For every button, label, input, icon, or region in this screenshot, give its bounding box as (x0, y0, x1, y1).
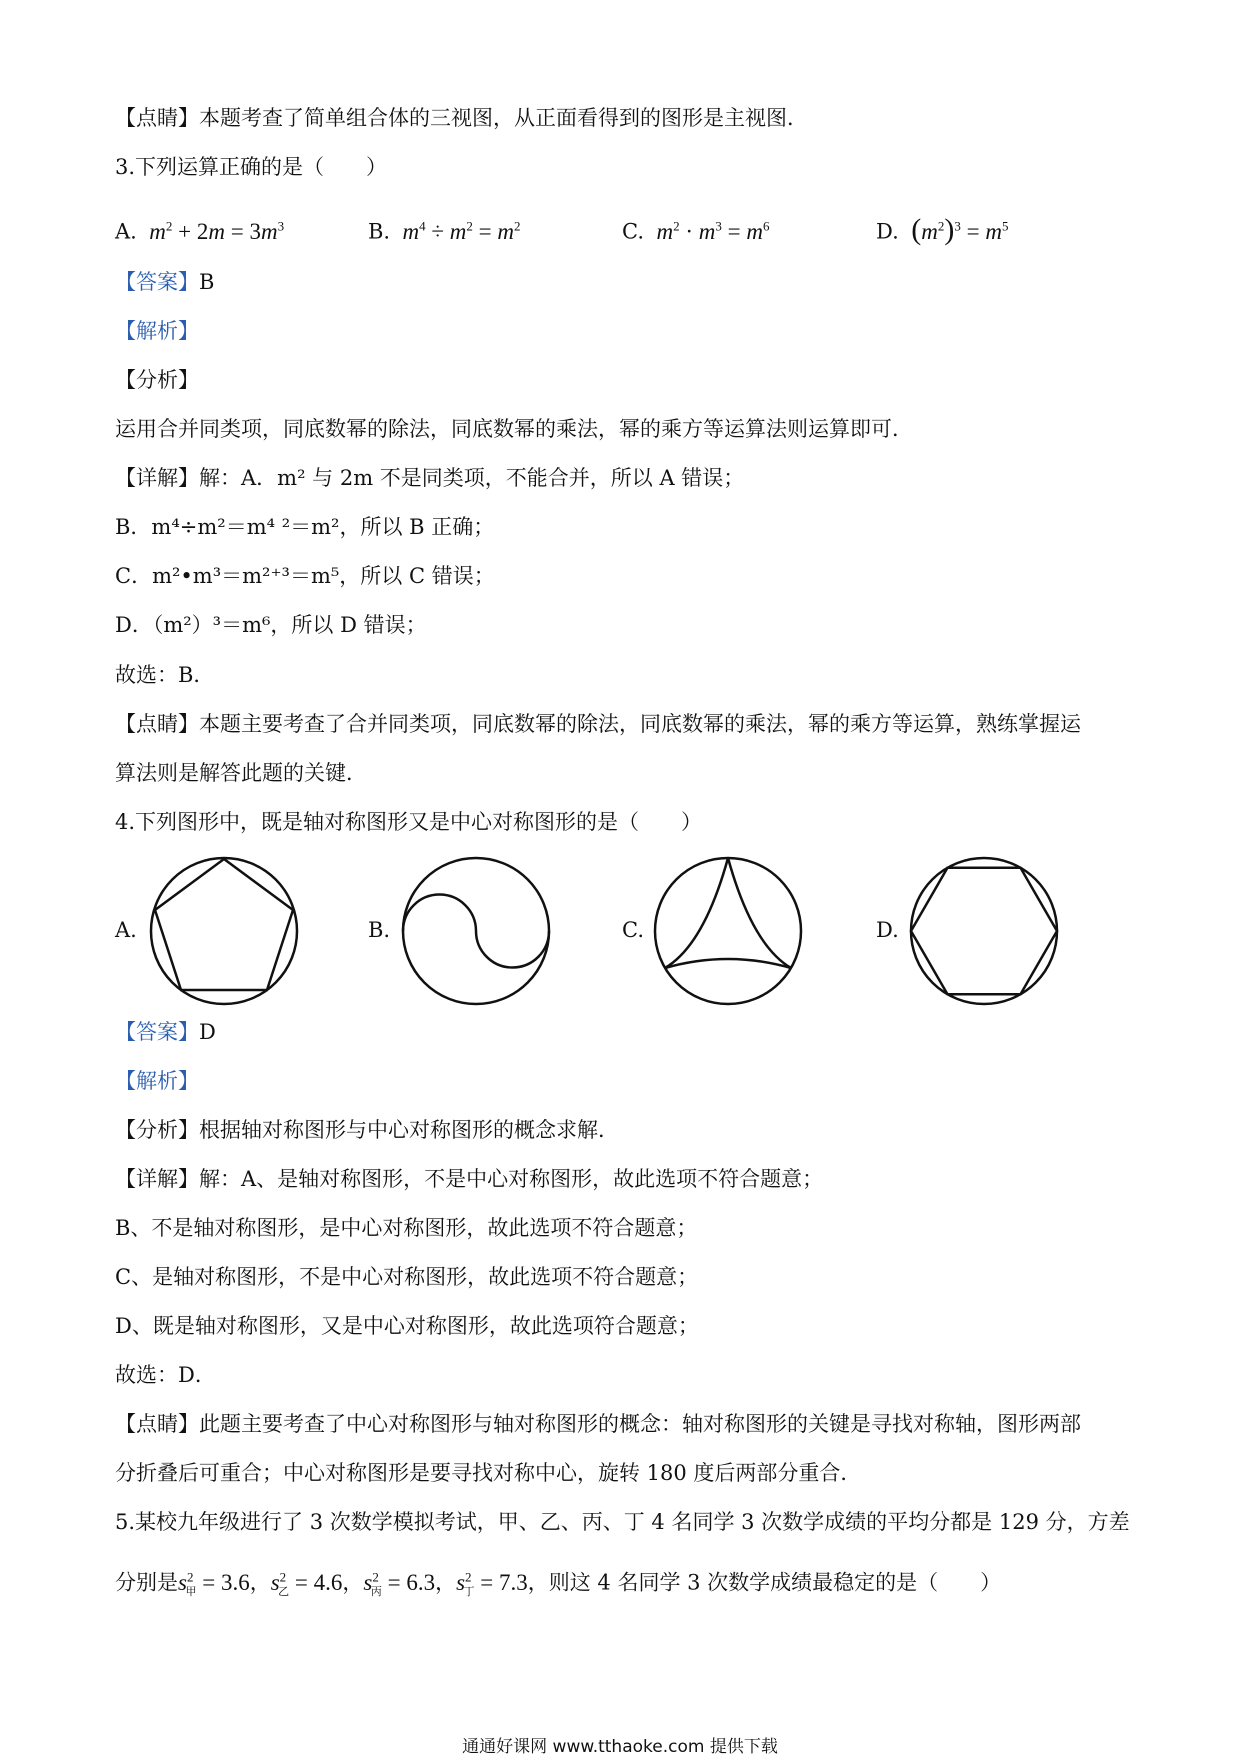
q4-option-b-label: B. (368, 918, 391, 942)
q4-dianjing-2: 分折叠后可重合；中心对称图形是要寻找对称中心，旋转 180 度后两部分重合． (115, 1461, 862, 1485)
q4-xiangjie-a: 【详解】解：A、是轴对称图形，不是中心对称图形，故此选项不符合题意； (115, 1167, 824, 1191)
q3-xiangjie-tag: 【详解】 (115, 466, 199, 490)
q3-answer (115, 268, 214, 296)
q4-analysis-tag: 【解析】 (115, 1069, 199, 1093)
q4-fenxi: 【分析】根据轴对称图形与中心对称图形的概念求解． (115, 1118, 619, 1142)
q3-answer-value: B (199, 270, 215, 294)
q5-stem-2: 分别是$s^2_甲 = 3.6$，$s^2_乙 = 4.6$，$s^2_丙 = 6.3$，$s^2_丁 = 7.3$，则这 4 名同学 3 次数学成绩最稳定的是（ ） (115, 1569, 1002, 1599)
q3-option-d (876, 212, 1008, 246)
q3-xiangjie-c: C．m²•m³＝m²⁺³＝m⁵，所以 C 错误； (115, 564, 495, 588)
q3-fenxi-tag: 【分析】 (115, 368, 199, 392)
q4-answer (115, 1018, 216, 1046)
q3-xiangjie-b: B．m⁴÷m²＝m⁴ ²＝m²，所以 B 正确； (115, 515, 495, 539)
q4-xiangjie-c: C、是轴对称图形，不是中心对称图形，故此选项不符合题意； (115, 1265, 699, 1289)
q5-variance-bing: $s^2_丙 = 6.3$ (363, 1569, 436, 1599)
q3-option-a-label: A. (115, 219, 137, 244)
q4-figure-c (652, 855, 804, 1007)
q4-option-d-label: D. (876, 918, 899, 942)
q5-stem-2-suffix: ，则这 4 名同学 3 次数学成绩最稳定的是（ ） (527, 1570, 1002, 1595)
q3-analysis-tag: 【解析】 (115, 319, 199, 343)
q3-answer-tag: 【答案】 (115, 270, 199, 294)
q4-figure-a (148, 855, 300, 1007)
q3-xiangjie-d: D．（m²）³＝m⁶，所以 D 错误； (115, 613, 427, 637)
q3-fenxi: 运用合并同类项，同底数幂的除法，同底数幂的乘法，幂的乘方等运算法则运算即可． (115, 417, 913, 441)
q3-xiangjie-a-text: 解：A．m² 与 2m 不是同类项，不能合并，所以 A 错误； (199, 466, 745, 490)
q3-option-c-formula: $m^2 \cdot m^3 = m^6$ (650, 218, 770, 244)
q3-option-c (622, 212, 769, 246)
q3-option-b-label: B. (368, 219, 391, 244)
q5-variance-jia: $s^2_甲 = 3.6$ (178, 1569, 250, 1599)
q4-answer-value: D (199, 1020, 216, 1044)
q3-dianjing-2: 算法则是解答此题的关键． (115, 761, 367, 785)
q4-answer-tag: 【答案】 (115, 1020, 199, 1044)
q3-option-a (115, 212, 284, 246)
q5-variance-ding: $s^2_丁 = 7.3$ (456, 1569, 528, 1599)
q4-xiangjie-b: B、不是轴对称图形，是中心对称图形，故此选项不符合题意； (115, 1216, 698, 1240)
q4-guxuan: 故选：D． (115, 1363, 216, 1387)
q3-option-d-label: D. (876, 219, 899, 244)
q3-dianjing-1: 【点睛】本题主要考查了合并同类项，同底数幂的除法，同底数幂的乘法，幂的乘方等运算，熟练掌握运 (115, 712, 1081, 736)
q5-stem-1: 5.某校九年级进行了 3 次数学模拟考试，甲、乙、丙、丁 4 名同学 3 次数学成绩的平均分都是 129 分，方差 (115, 1510, 1130, 1534)
footer-watermark: 通通好课网 www.tthaoke.com 提供下载 (462, 1737, 778, 1757)
q4-figure-d (908, 855, 1060, 1007)
q5-variance-yi: $s^2_乙 = 4.6$ (270, 1569, 343, 1599)
q3-option-a-formula: $m^2 + 2m = 3m^3$ (143, 218, 285, 244)
q3-option-b-formula: $m^4 \div m^2 = m^2$ (396, 218, 521, 244)
q3-option-b (368, 212, 521, 246)
q3-option-c-label: C. (622, 219, 644, 244)
q4-figure-b (400, 855, 552, 1007)
q4-option-a-label: A. (115, 918, 137, 942)
q4-stem: 4.下列图形中，既是轴对称图形又是中心对称图形的是（ ） (115, 810, 703, 834)
q3-guxuan: 故选：B． (115, 663, 215, 687)
q3-option-d-formula: $(m^2)^3 = m^5$ (911, 212, 1009, 246)
q4-dianjing-1: 【点睛】此题主要考查了中心对称图形与轴对称图形的概念：轴对称图形的关键是寻找对称轴，图形两部 (115, 1412, 1081, 1436)
dianjing-prev: 【点睛】本题考查了简单组合体的三视图，从正面看得到的图形是主视图． (115, 106, 808, 130)
q3-stem: 3.下列运算正确的是（ ） (115, 155, 388, 179)
q3-xiangjie-a (115, 464, 744, 492)
q5-stem-2-prefix: 分别是 (115, 1570, 178, 1595)
q4-option-c-label: C. (622, 918, 644, 942)
q4-xiangjie-d: D、既是轴对称图形，又是中心对称图形，故此选项符合题意； (115, 1314, 699, 1338)
